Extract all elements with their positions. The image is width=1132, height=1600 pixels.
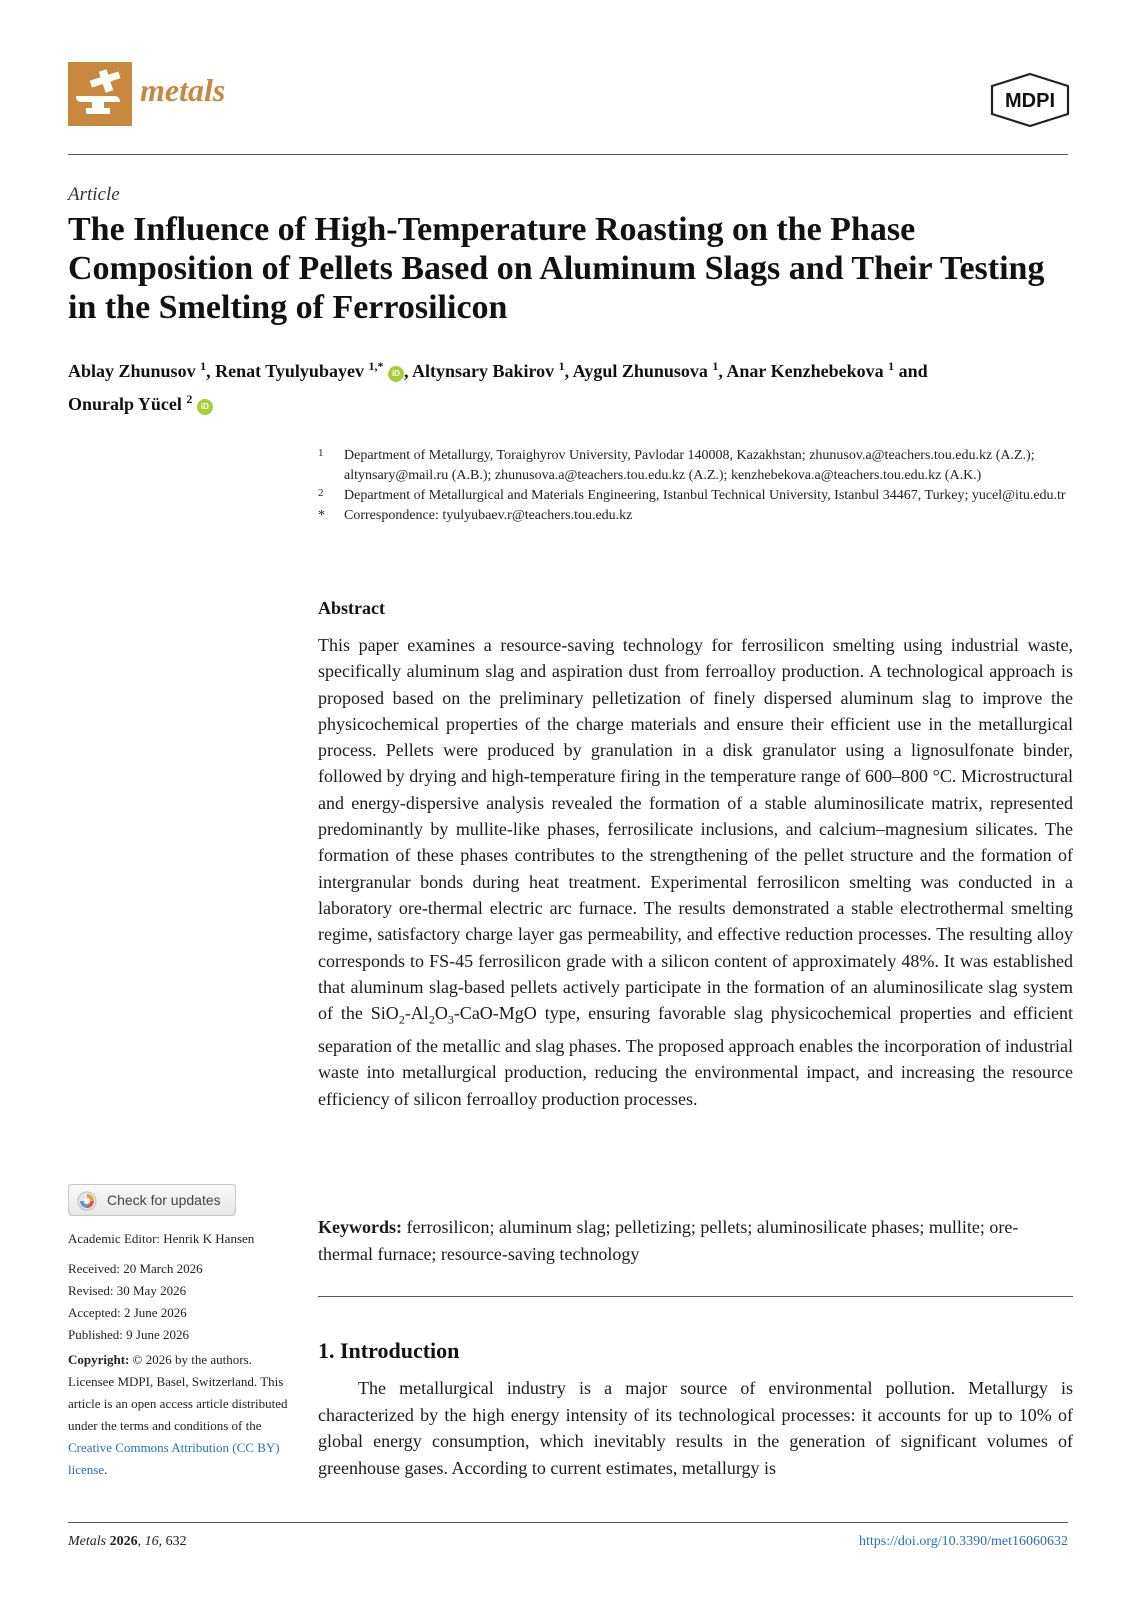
correspondence-text: Correspondence: tyulyubaev.r@teachers.tou.edu.kz (344, 508, 633, 523)
academic-editor: Academic Editor: Henrik K Hansen (68, 1231, 255, 1246)
article-title: The Influence of High-Temperature Roasting on the Phase Composition of Pellets Based on Aluminum Slags and Their Testing in the Smelting of Ferrosilicon (68, 211, 1045, 326)
author-affil-sup: 1,* (368, 359, 384, 373)
author-name[interactable]: Onuralp Yücel (68, 394, 182, 414)
introduction-text: The metallurgical industry is a major source of environmental pollution. Metallurgy is characterized by the high energy intensity of its technological processes: it accounts for up to 10% of global energy consumption, which inevitably results in the generation of significant volumes of greenhouse gases. According to current estimates, metallurgy is (318, 1378, 1073, 1478)
affiliation-item (318, 486, 1073, 506)
author-name[interactable]: Renat Tyulyubayev (215, 361, 364, 381)
affiliation-item (318, 506, 1073, 526)
author-affil-sup: 1 (558, 359, 565, 373)
abstract-text: This paper examines a resource-saving technology for ferrosilicon smelting using industrial waste, specifically aluminum slag and aspiration dust from ferroalloy production. A technological approach is proposed based on the preliminary pelletization of finely dispersed aluminum slag to improve the physicochemical properties of the charge materials and ensure their efficient use in the metallurgical process. Pellets were produced by granulation in a disk granulator using a lignosulfonate binder, followed by drying and high-temperature firing in the temperature range of 600–800 °C. Microstructural and energy-dispersive analysis revealed the formation of a stable aluminosilicate matrix, represented predominantly by mullite-like phases, ferrosilicate inclusions, and calcium–magnesium silicates. The formation of these phases contributes to the strengthening of the pellet structure and the formation of intergranular bonds during heat treatment. Experimental ferrosilicon smelting was conducted in a laboratory ore-thermal electric arc furnace. The results demonstrated a stable electrothermal smelting regime, satisfactory charge layer gas permeability, and effective reduction processes. The resulting alloy corresponds to FS-45 ferrosilicon grade with a silicon content of approximately 48%. It was established that aluminum slag-based pellets actively participate in the formation of an aluminosilicate slag system of the $SiO_2-Al_2O_3-CaO$-MgO type, ensuring favorable slag physicochemical properties and efficient separation of the metallic and slag phases. The proposed approach enables the incorporation of industrial waste into metallurgical production, reducing the environmental impact, and increasing the resource efficiency of silicon ferroalloy production processes. (318, 635, 1073, 1109)
author-name[interactable]: Ablay Zhunusov (68, 361, 196, 381)
author-affil-sup: 2 (186, 392, 193, 406)
footer-year: 2026 (109, 1534, 138, 1549)
citation-footer: Metals 2026, 16, 632 (68, 1534, 187, 1549)
author-name[interactable]: Altynsary Bakirov (411, 361, 555, 381)
journal-name: metals (140, 72, 226, 108)
anvil-hammer-icon (68, 62, 132, 126)
check-updates-label: Check for updates (107, 1192, 221, 1208)
check-updates-icon (77, 1191, 97, 1211)
accepted-date: Accepted: 2 June 2026 (68, 1305, 187, 1320)
footer-journal: Metals (68, 1534, 107, 1549)
author-name[interactable]: Aygul Zhunusova (572, 361, 708, 381)
affiliation-marker: * (318, 508, 325, 523)
revised-date: Revised: 30 May 2026 (68, 1283, 187, 1298)
footer-article-number: 632 (165, 1534, 187, 1549)
copyright-label: Copyright: (68, 1352, 130, 1367)
article-type: Article (68, 184, 120, 205)
keywords (318, 1214, 1073, 1268)
mdpi-logo-text: MDPI (1005, 90, 1055, 112)
abstract-heading: Abstract (318, 598, 385, 618)
received-date: Received: 20 March 2026 (68, 1261, 203, 1276)
author-affil-sup: 1 (888, 359, 895, 373)
header-rule (68, 154, 1068, 155)
affiliation-item (318, 446, 1073, 486)
author-name[interactable]: Anar Kenzhebekova (726, 361, 884, 381)
keywords-text: ferrosilicon; aluminum slag; pelletizing; pellets; aluminosilicate phases; mullite; ore-thermal furnace; resource-saving technology (318, 1217, 1019, 1264)
orcid-icon[interactable]: iD (388, 366, 404, 382)
publication-dates (68, 1258, 298, 1346)
and-word: and (898, 361, 928, 381)
keywords-label: Keywords: (318, 1217, 402, 1237)
footer-rule (68, 1522, 1068, 1523)
published-date: Published: 9 June 2026 (68, 1327, 189, 1342)
license-link[interactable]: Creative Commons Attribution (CC BY) license (68, 1440, 280, 1477)
journal-logo (68, 62, 132, 126)
doi-link[interactable]: https://doi.org/10.3390/met16060632 (859, 1534, 1068, 1549)
section-heading: 1. Introduction (318, 1338, 460, 1363)
copyright-text: © 2026 by the authors. Licensee MDPI, Basel, Switzerland. This article is an open access article distributed under the terms and conditions of the (68, 1352, 288, 1433)
affiliations (318, 446, 1073, 526)
author-list: Ablay Zhunusov $^1$, Renat Tyulyubayev $^{1,*}$ iD , Altynsary Bakirov $^1$, Aygul Zhunusova $^1$, Anar Kenzhebekova $^1$ and Onuralp Yücel $^2$ iD (68, 359, 928, 414)
footer-volume: 16 (144, 1534, 159, 1549)
affiliation-text: Department of Metallurgical and Materials Engineering, Istanbul Technical University, Istanbul 34467, Turkey; yucel@itu.edu.tr (344, 488, 1066, 503)
affiliation-marker: 1 (318, 447, 324, 459)
mdpi-logo (988, 72, 1072, 128)
author-affil-sup: 1 (200, 359, 207, 373)
orcid-icon[interactable]: iD (197, 399, 213, 415)
journal-header (68, 62, 1068, 154)
affiliation-marker: 2 (318, 487, 324, 499)
copyright-notice: Copyright: © 2026 by the authors. Licensee MDPI, Basel, Switzerland. This article is an open access article distributed under the terms and conditions of the Creative Commons Attribution (CC BY) license. (68, 1352, 288, 1477)
author-affil-sup: 1 (712, 359, 719, 373)
check-for-updates-button[interactable] (68, 1184, 236, 1216)
section-rule (318, 1296, 1073, 1297)
affiliation-text: Department of Metallurgy, Toraighyrov University, Pavlodar 140008, Kazakhstan; zhunusov.a@teachers.tou.edu.kz (A.Z.); altynsary@mail.ru (A.B.); zhunusova.a@teachers.tou.edu.kz (A.Z.); kenzhebekova.a@teachers.tou.edu.kz (A.K.) (344, 448, 1035, 483)
